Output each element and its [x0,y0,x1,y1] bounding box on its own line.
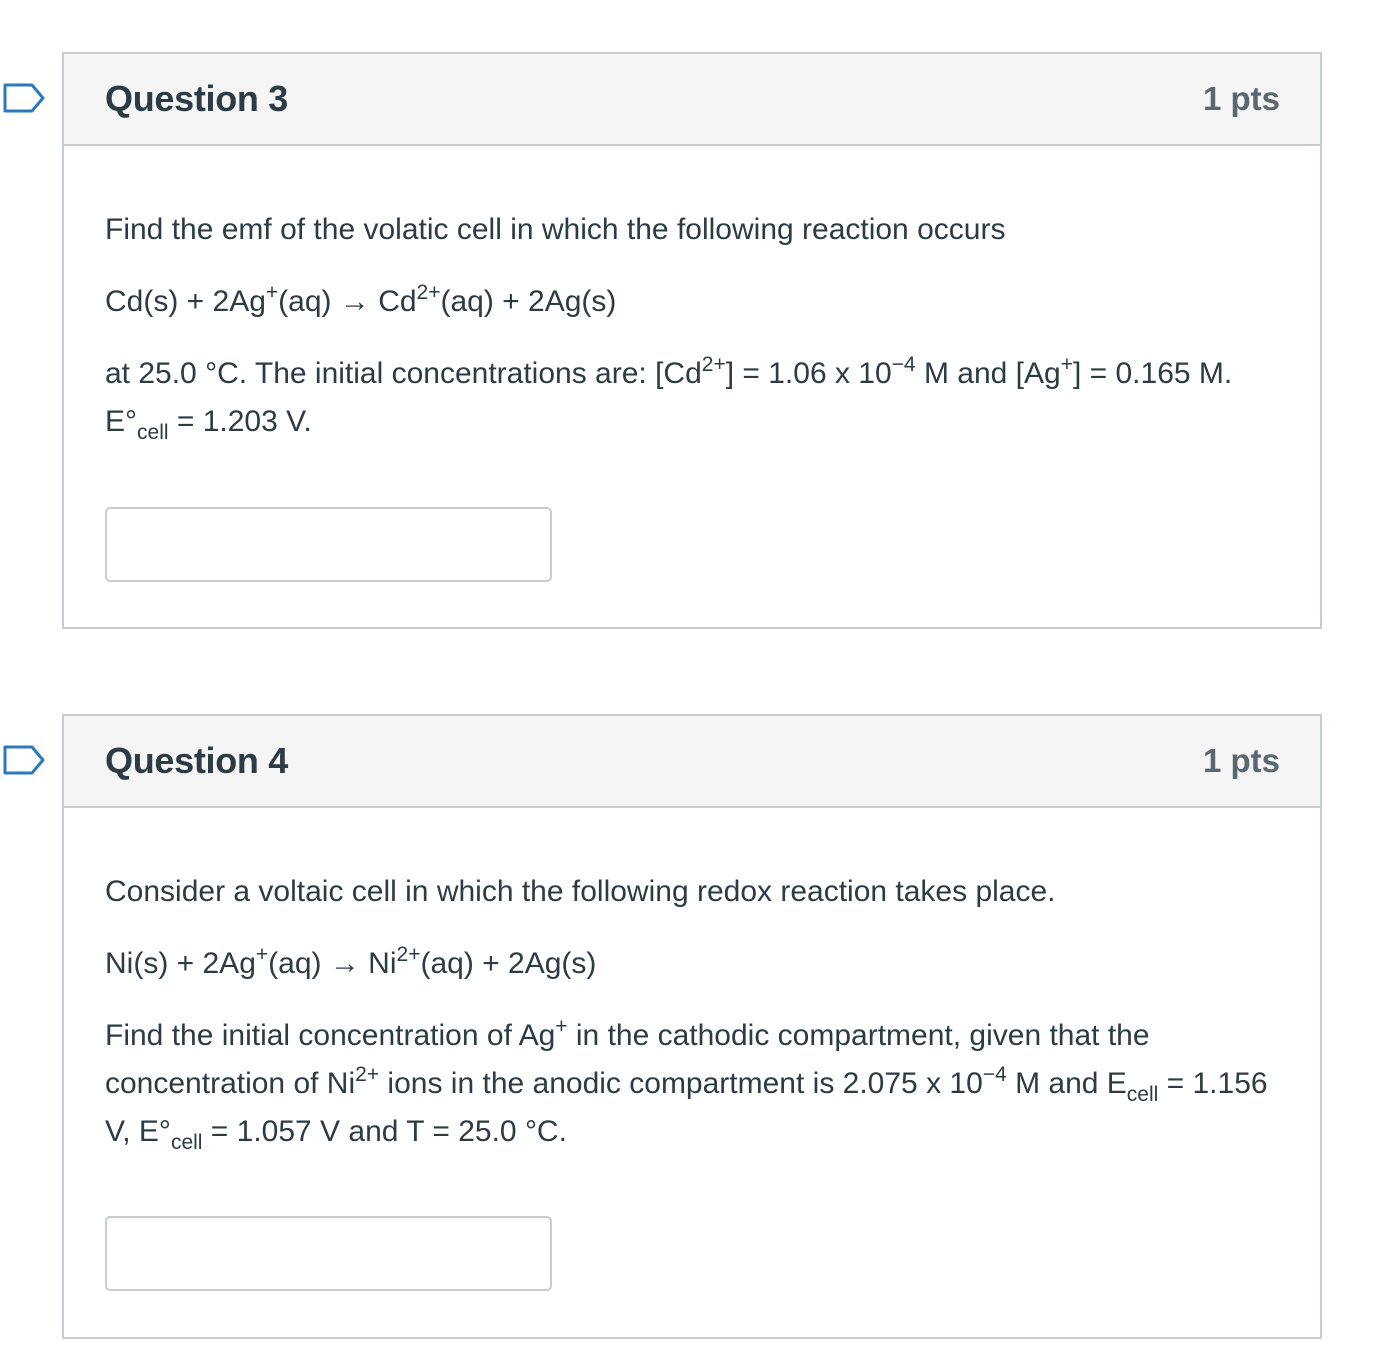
reaction-equation: $Cd(s) + 2Ag^+(aq) \to Cd^{2+}(aq) + 2Ag(s)$ [105,281,617,318]
question-card-3 [62,52,1322,629]
question-points: 1 pts [1202,80,1280,117]
answer-input[interactable] [105,1216,552,1291]
reaction-equation: $Ni(s) + 2Ag^+(aq) \to Ni^{2+}(aq) + 2Ag(s)$ [105,943,597,980]
question-points: 1 pts [1202,742,1280,779]
question-conditions: Find the initial concentration of Ag+ in the cathodic compartment, given that the concentration of $Ni^{2+}$ ions in the anodic compartment is 2.075 x $10^{-4}$ M and $E_{cell} = 1.156$ V, $E^\circ_{cell} = 1.057$ V and T = 25.0 °C. [105,1015,1268,1154]
question-card-4 [62,714,1322,1339]
question-header [64,716,1320,808]
question-text [64,808,1320,1291]
question-intro: Find the emf of the volatic cell in which the following reaction occurs [105,213,1006,246]
question-intro: Consider a voltaic cell in which the following redox reaction takes place. [105,875,1056,908]
question-title: Question 3 [105,78,289,119]
answer-input[interactable] [105,507,552,582]
question-header [64,54,1320,146]
bookmark-flag-icon[interactable] [2,82,46,114]
question-conditions: at 25.0 °C. The initial concentrations are: $[Cd^{2+}] = 1.06$ x $10^{-4}$ M and [Ag+] = 0.165 M. $E^\circ_{cell} = 1.203$ V. [105,353,1233,444]
question-text [64,146,1320,582]
question-title: Question 4 [105,740,289,781]
bookmark-flag-icon[interactable] [2,744,46,776]
